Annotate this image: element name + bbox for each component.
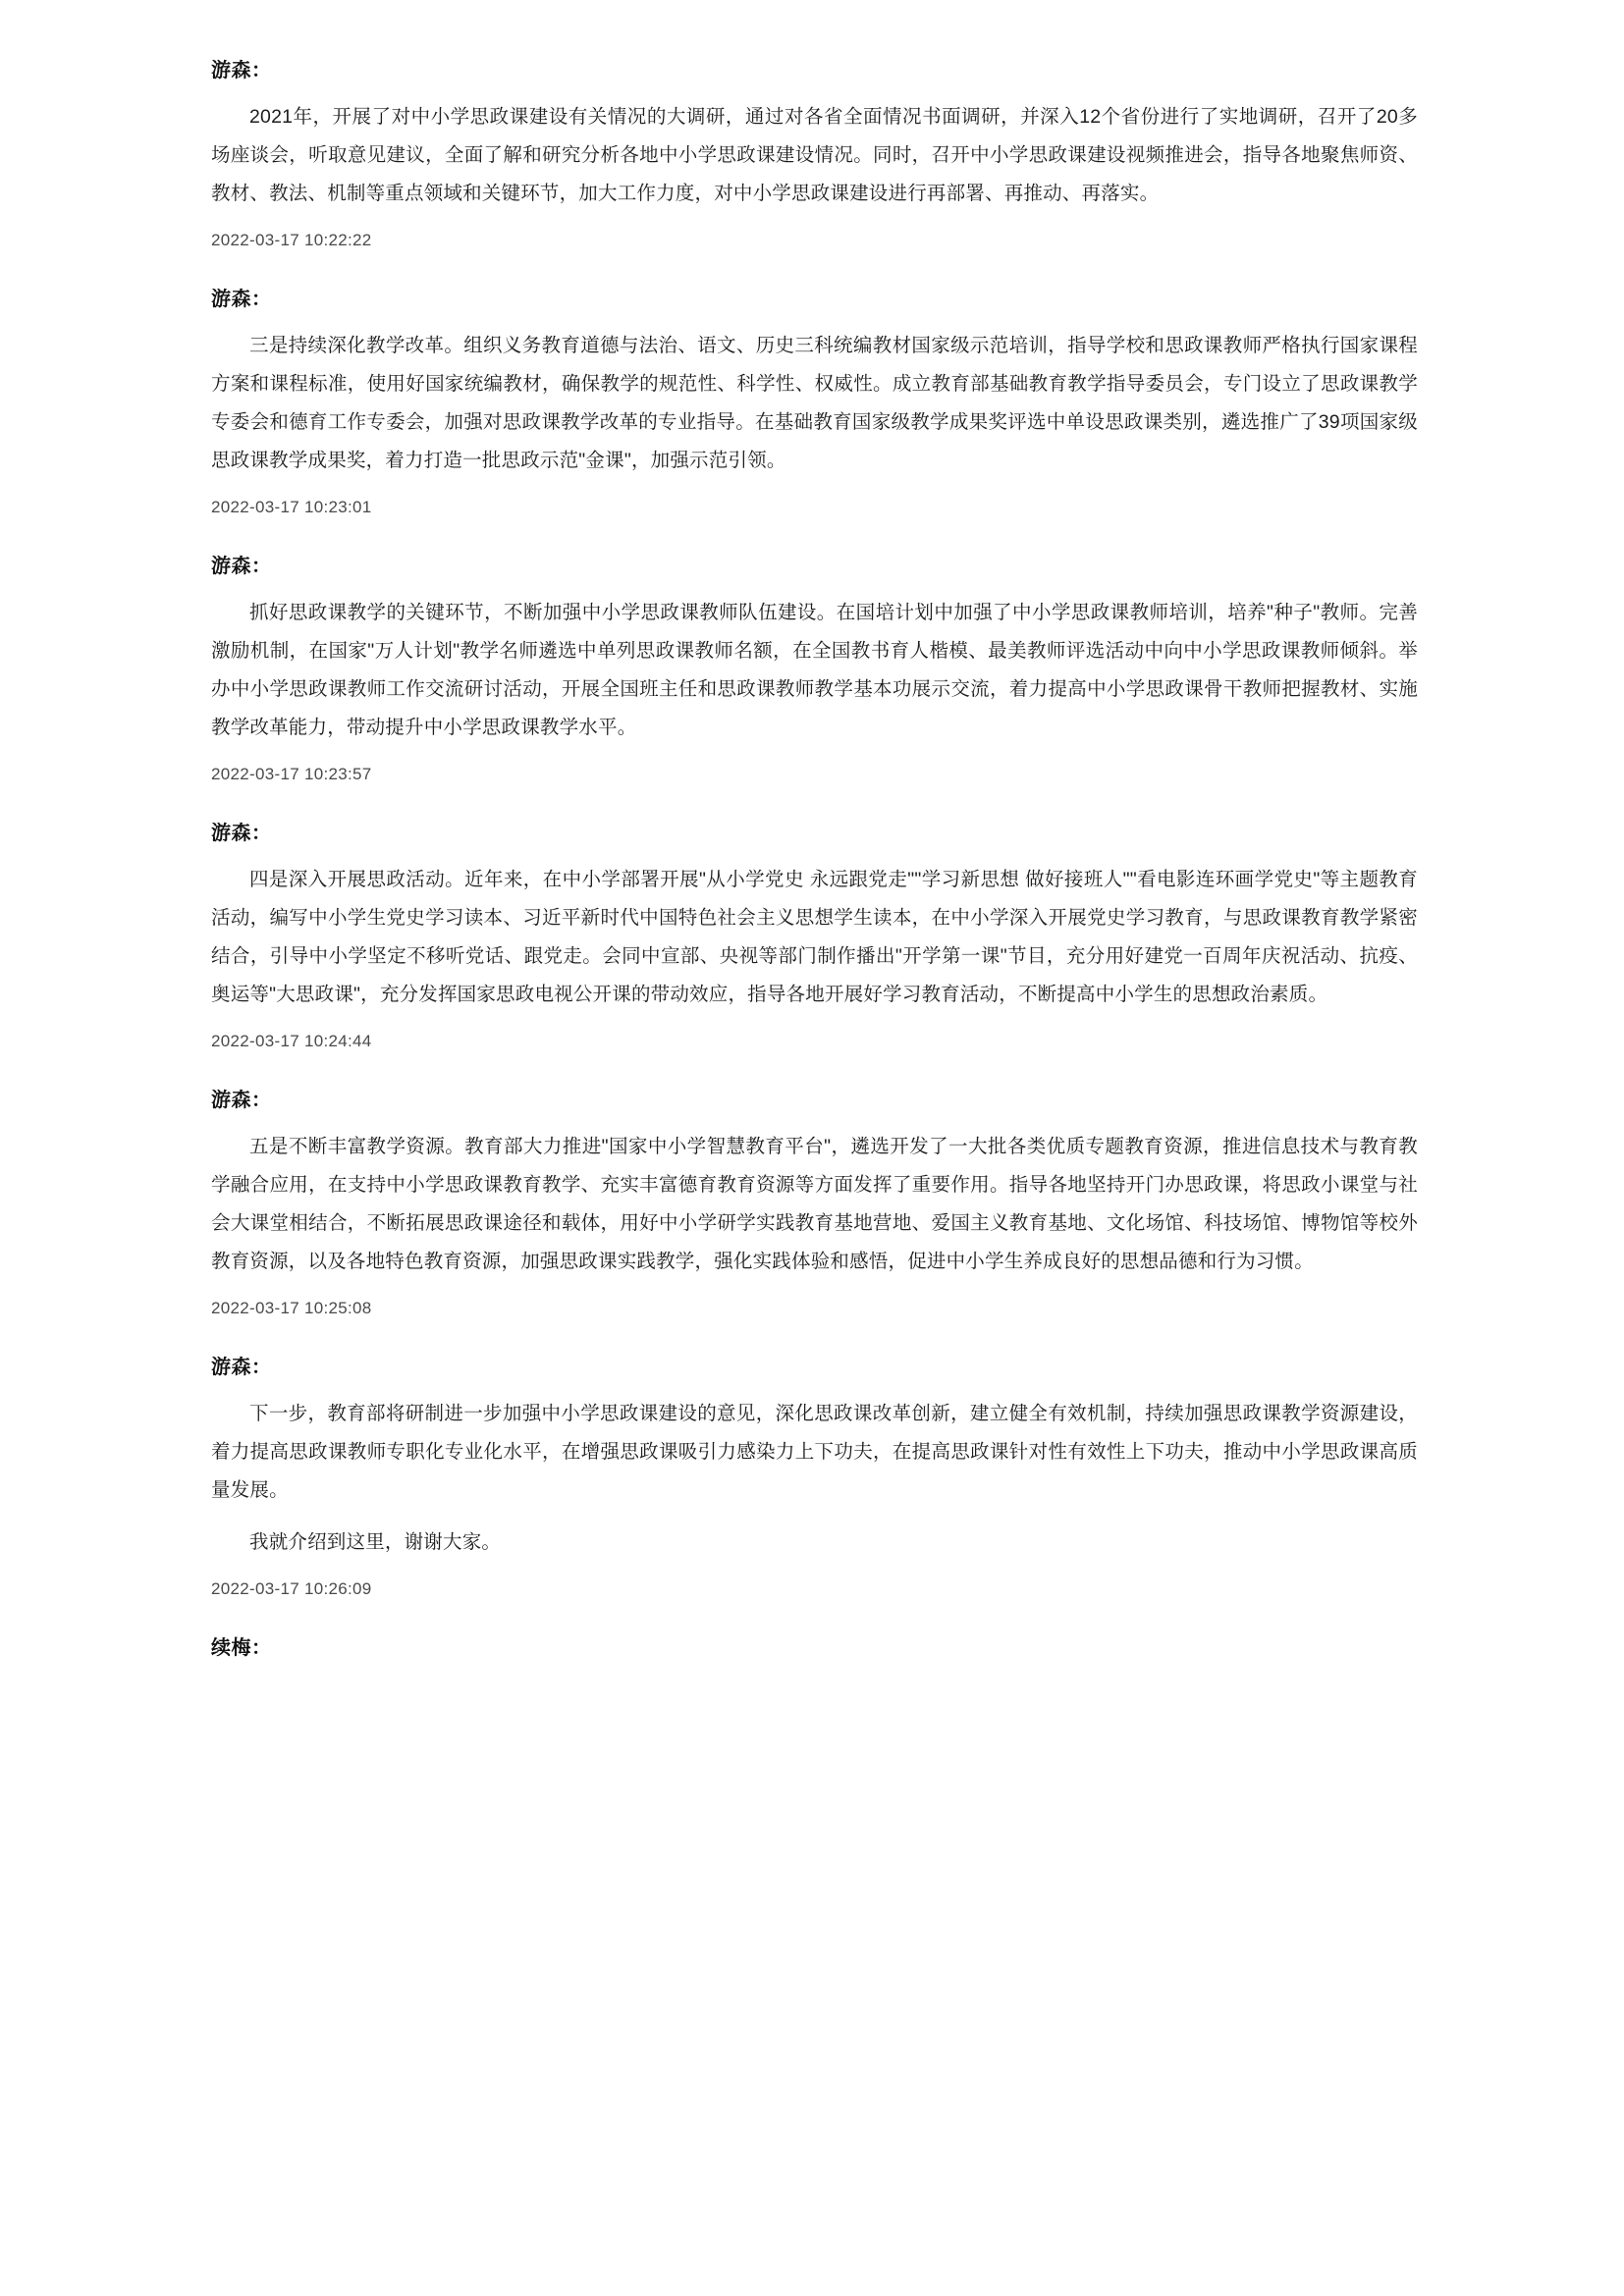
entry-timestamp: 2022-03-17 10:23:01 — [211, 498, 372, 516]
transcript-entry — [211, 553, 1418, 784]
paragraph: 五是不断丰富教学资源。教育部大力推进"国家中小学智慧教育平台"，遴选开发了一大批各类优质专题教育资源，推进信息技术与教育教学融合应用，在支持中小学思政课教育教学、充实丰富德育教育资源等方面发挥了重要作用。指导各地坚持开门办思政课，将思政小课堂与社会大课堂相结合，不断拓展思政课途径和载体，用好中小学研学实践教育基地营地、爱国主义教育基地、文化场馆、科技场馆、博物馆等校外教育资源，以及各地特色教育资源，加强思政课实践教学，强化实践体验和感悟，促进中小学生养成良好的思想品德和行为习惯。 — [211, 1136, 1418, 1272]
entry-timestamp: 2022-03-17 10:25:08 — [211, 1299, 372, 1317]
paragraph: 三是持续深化教学改革。组织义务教育道德与法治、语文、历史三科统编教材国家级示范培训，指导学校和思政课教师严格执行国家课程方案和课程标准，使用好国家统编教材，确保教学的规范性、科学性、权威性。成立教育部基础教育教学指导委员会，专门设立了思政课教学专委会和德育工作专委会，加强对思政课教学改革的专业指导。在基础教育国家级教学成果奖评选中单设思政课类别，遴选推广了39项国家级思政课教学成果奖，着力打造一批思政示范"金课"，加强示范引领。 — [211, 335, 1418, 471]
speaker-name: 游森： — [211, 60, 272, 81]
speaker-name: 游森： — [211, 823, 272, 844]
speaker-name: 游森： — [211, 1090, 272, 1111]
speaker-name: 游森： — [211, 1357, 272, 1378]
paragraph: 我就介绍到这里，谢谢大家。 — [249, 1531, 502, 1553]
transcript-entry — [211, 1354, 1418, 1599]
transcript-entry — [211, 57, 1418, 250]
paragraph: 下一步，教育部将研制进一步加强中小学思政课建设的意见，深化思政课改革创新，建立健全有效机制，持续加强思政课教学资源建设，着力提高思政课教师专职化专业化水平，在增强思政课吸引力感染力上下功夫，在提高思政课针对性有效性上下功夫，推动中小学思政课高质量发展。 — [211, 1403, 1418, 1501]
speaker-name: 游森： — [211, 556, 272, 577]
transcript-entry — [211, 820, 1418, 1051]
transcript-entry — [211, 1634, 1418, 1662]
entry-timestamp: 2022-03-17 10:26:09 — [211, 1579, 372, 1598]
paragraph: 抓好思政课教学的关键环节，不断加强中小学思政课教师队伍建设。在国培计划中加强了中小学思政课教师培训，培养"种子"教师。完善激励机制，在国家"万人计划"教学名师遴选中单列思政课教师名额，在全国教书育人楷模、最美教师评选活动中向中小学思政课教师倾斜。举办中小学思政课教师工作交流研讨活动，开展全国班主任和思政课教师教学基本功展示交流，着力提高中小学思政课骨干教师把握教材、实施教学改革能力，带动提升中小学思政课教学水平。 — [211, 602, 1418, 738]
paragraph: 四是深入开展思政活动。近年来，在中小学部署开展"从小学党史 永远跟党走""学习新思想 做好接班人""看电影连环画学党史"等主题教育活动，编写中小学生党史学习读本、习近平新时代中国特色社会主义思想学生读本，在中小学深入开展党史学习教育，与思政课教育教学紧密结合，引导中小学坚定不移听党话、跟党走。会同中宣部、央视等部门制作播出"开学第一课"节目，充分用好建党一百周年庆祝活动、抗疫、奥运等"大思政课"，充分发挥国家思政电视公开课的带动效应，指导各地开展好学习教育活动，不断提高中小学生的思想政治素质。 — [211, 869, 1418, 1005]
speaker-name: 游森： — [211, 289, 272, 310]
speaker-name: 续梅： — [211, 1637, 272, 1659]
paragraph: 2021年，开展了对中小学思政课建设有关情况的大调研，通过对各省全面情况书面调研，并深入12个省份进行了实地调研，召开了20多场座谈会，听取意见建议，全面了解和研究分析各地中小学思政课建设情况。同时，召开中小学思政课建设视频推进会，指导各地聚焦师资、教材、教法、机制等重点领域和关键环节，加大工作力度，对中小学思政课建设进行再部署、再推动、再落实。 — [211, 106, 1418, 204]
transcript-entry — [211, 286, 1418, 517]
entry-timestamp: 2022-03-17 10:24:44 — [211, 1032, 372, 1050]
transcript-entry — [211, 1087, 1418, 1318]
entry-timestamp: 2022-03-17 10:22:22 — [211, 231, 372, 249]
entry-timestamp: 2022-03-17 10:23:57 — [211, 765, 372, 783]
